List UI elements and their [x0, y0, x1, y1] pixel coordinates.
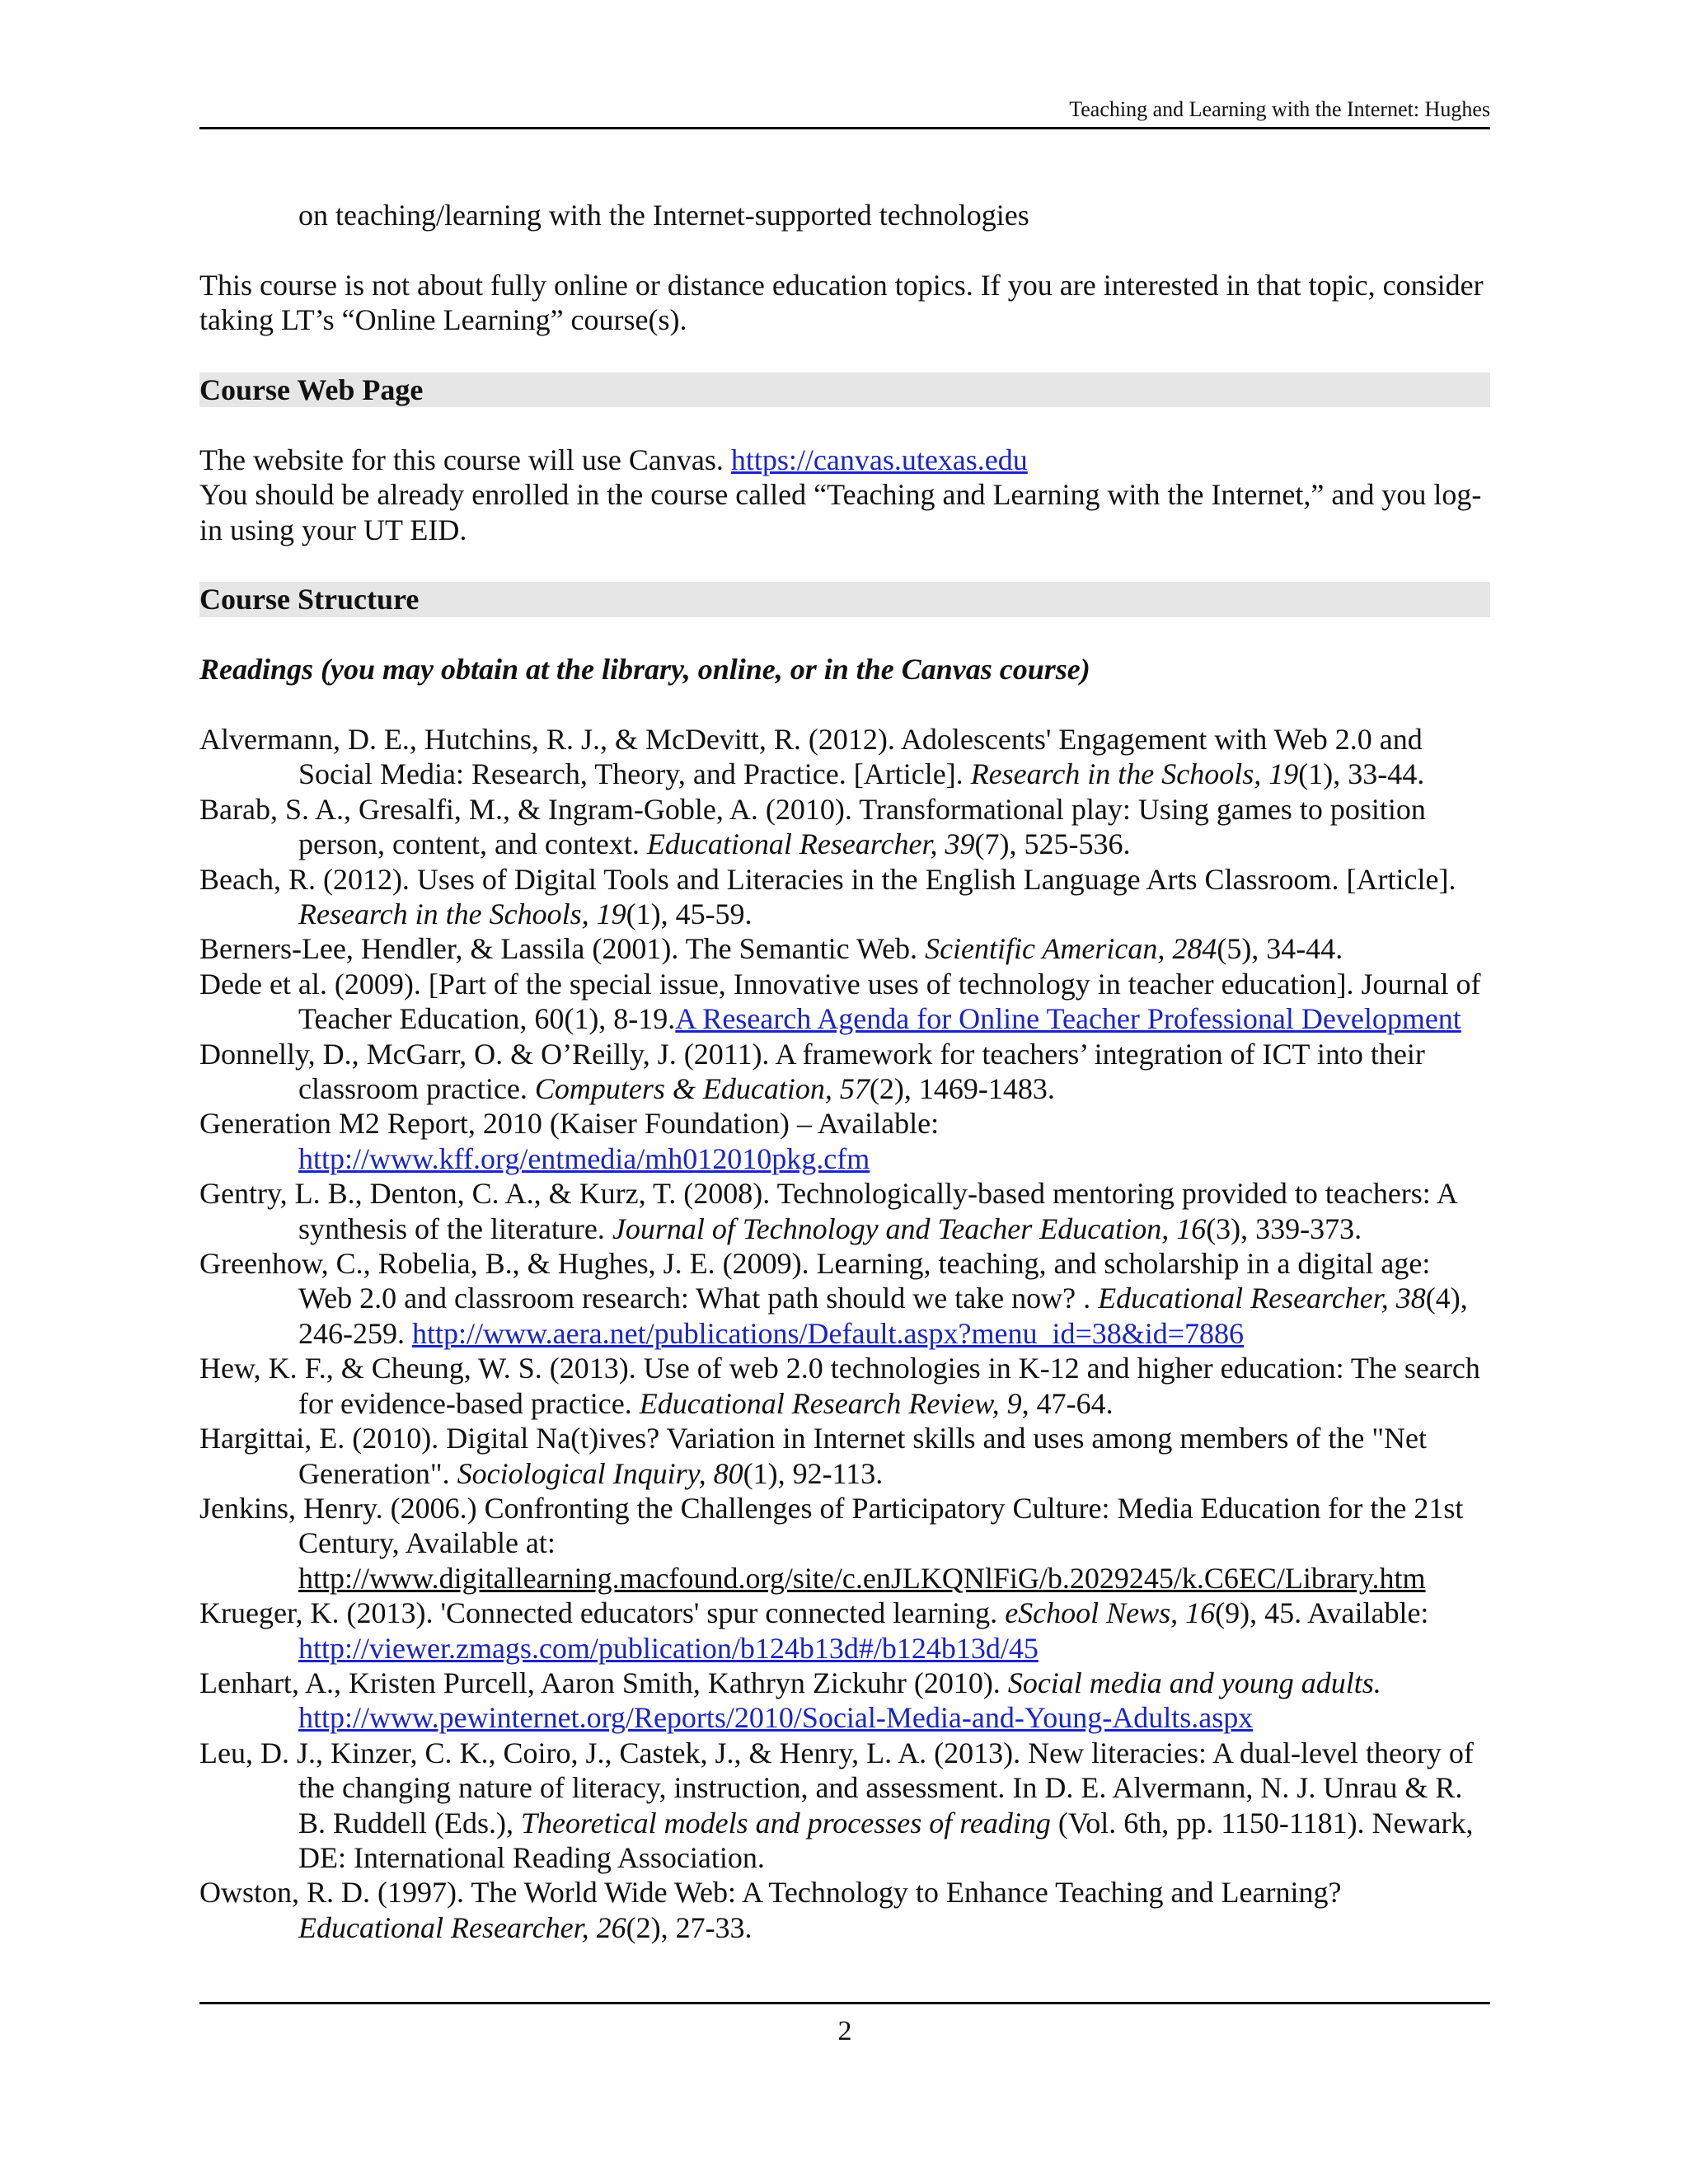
- reference-entry: [199, 1736, 1490, 1876]
- reference-link[interactable]: http://viewer.zmags.com/publication/b124b13d#/b124b13d/45: [298, 1631, 1039, 1665]
- section-heading-structure: Course Structure: [199, 582, 1490, 616]
- reference-text: Owston, R. D. (1997). The World Wide Web: A Technology to Enhance Teaching and Learning?: [199, 1876, 1342, 1910]
- reference-source: Educational Researcher, 39: [646, 827, 975, 861]
- reference-entry: [199, 1596, 1490, 1666]
- reference-text: Donnelly, D., McGarr, O. & O’Reilly, J. (2011). A framework for teachers’ integration of ICT into their classroom practice.: [199, 1037, 1425, 1106]
- reference-entry: [199, 722, 1490, 792]
- page-body: [199, 198, 1490, 1945]
- reference-entry: [199, 1421, 1490, 1491]
- reference-source: Scientific American, 284: [925, 932, 1217, 966]
- reference-details: (2), 1469-1483.: [869, 1072, 1055, 1106]
- reference-details: (2), 27-33.: [626, 1910, 753, 1944]
- reference-source: Research in the Schools, 19: [298, 898, 626, 930]
- reference-list: [199, 722, 1490, 1945]
- reference-entry: [199, 792, 1490, 862]
- reference-details: (Vol. 6th, pp. 1150-1181). Newark, DE: International Reading Association.: [298, 1806, 1474, 1874]
- reference-details: (5), 34-44.: [1217, 932, 1343, 966]
- reference-text: Hargittai, E. (2010). Digital Na(t)ives? Variation in Internet skills and uses among members of the "Net Generation".: [199, 1422, 1428, 1490]
- reference-details: (7), 525-536.: [974, 827, 1131, 861]
- reference-link[interactable]: http://www.aera.net/publications/Default.aspx?menu_id=38&id=7886: [412, 1316, 1245, 1350]
- reference-source: Sociological Inquiry, 80: [457, 1456, 743, 1490]
- reference-entry: [199, 1666, 1490, 1736]
- reference-source: Theoretical models and processes of reading: [520, 1806, 1051, 1840]
- reference-text: Greenhow, C., Robelia, B., & Hughes, J. E. (2009). Learning, teaching, and scholarship in a digital age: Web 2.0 and classroom research: What path should we take now? .: [199, 1247, 1431, 1315]
- page-number: 2: [837, 2016, 852, 2046]
- reference-entry: [199, 931, 1490, 966]
- reference-source: Computers & Education, 57: [534, 1072, 870, 1106]
- reference-source: Research in the Schools, 19: [970, 757, 1299, 791]
- reference-text: Berners-Lee, Hendler, & Lassila (2001). The Semantic Web.: [199, 932, 926, 966]
- reference-text: Lenhart, A., Kristen Purcell, Aaron Smith, Kathryn Zickuhr (2010).: [199, 1666, 1008, 1699]
- reference-entry: [199, 1176, 1490, 1246]
- section-heading-web-page: Course Web Page: [199, 373, 1490, 407]
- reference-source: eSchool News, 16: [1005, 1596, 1216, 1630]
- reference-source: Social media and young adults.: [1007, 1666, 1381, 1699]
- readings-heading: Readings (you may obtain at the library, online, or in the Canvas course): [199, 653, 1090, 687]
- reference-text: Beach, R. (2012). Uses of Digital Tools and Literacies in the English Language Arts Classroom. [Article].: [199, 862, 1456, 896]
- enrollment-note: You should be already enrolled in the course called “Teaching and Learning with the Internet,” and you log-in using your UT EID.: [199, 478, 1482, 546]
- reference-entry: [199, 1037, 1490, 1107]
- reference-url: http://www.digitallearning.macfound.org/site/c.enJLKQNlFiG/b.2029245/k.C6EC/Library.htm: [298, 1561, 1426, 1595]
- reference-entry: [199, 862, 1490, 932]
- reference-details: [Part of the special issue, Innovative uses of technology in teacher education]. Journal of Teacher Education, 60(1), 8-19.: [298, 967, 1481, 1036]
- reference-details: (4), 246-259.: [298, 1282, 1468, 1350]
- reference-link[interactable]: http://www.kff.org/entmedia/mh012010pkg.cfm: [298, 1141, 870, 1175]
- footer-rule: [199, 2002, 1490, 2004]
- reference-text: Krueger, K. (2013). 'Connected educators' spur connected learning.: [199, 1596, 1006, 1630]
- reference-source: Educational Researcher, 38: [1098, 1282, 1426, 1315]
- website-line-text: The website for this course will use Canvas.: [199, 443, 731, 476]
- reference-text: Jenkins, Henry. (2006.) Confronting the Challenges of Participatory Culture: Media Education for the 21st Century, Available at:: [199, 1491, 1464, 1560]
- reference-text: Alvermann, D. E., Hutchins, R. J., & McDevitt, R. (2012). Adolescents' Engagement with Web 2.0 and Social Media: Research, Theory, and Practice. [Article].: [199, 722, 1423, 791]
- reference-entry: [199, 1246, 1490, 1351]
- reference-text: Leu, D. J., Kinzer, C. K., Coiro, J., Castek, J., & Henry, L. A. (2013). New literacies: A dual-level theory of the changing nature of literacy, instruction, and assessment. In D. E. Alvermann, N. J. Unrau & R. B. Ruddell (Eds.),: [199, 1736, 1474, 1840]
- reference-text: Barab, S. A., Gresalfi, M., & Ingram-Goble, A. (2010). Transformational play: Using games to position person, content, and context.: [199, 792, 1426, 861]
- reference-details: , 47-64.: [1021, 1386, 1114, 1420]
- reference-details: (3), 339-373.: [1206, 1212, 1362, 1245]
- reference-details: (9), 45. Available:: [1215, 1596, 1429, 1630]
- reference-details: (1), 45-59.: [626, 898, 753, 930]
- reference-entry: [199, 1875, 1490, 1945]
- running-header: Teaching and Learning with the Internet: Hughes: [1069, 97, 1490, 121]
- reference-entry: [199, 1351, 1490, 1421]
- website-line: [199, 443, 1490, 477]
- reference-details: (1), 33-44.: [1298, 757, 1425, 791]
- canvas-link[interactable]: https://canvas.utexas.edu: [730, 443, 1028, 476]
- course-disclaimer: This course is not about fully online or distance education topics. If you are interested in that topic, consider taking LT’s “Online Learning” course(s).: [199, 268, 1484, 337]
- reference-entry: [199, 1491, 1490, 1596]
- reference-source: Educational Researcher, 26: [298, 1910, 626, 1944]
- reference-link[interactable]: A Research Agenda for Online Teacher Professional Development: [675, 1002, 1461, 1036]
- reference-link[interactable]: http://www.pewinternet.org/Reports/2010/Social-Media-and-Young-Adults.aspx: [298, 1701, 1254, 1735]
- reference-text: Dede et al. (2009).: [199, 967, 429, 1001]
- reference-entry: [199, 1106, 1490, 1176]
- reference-text: Generation M2 Report, 2010 (Kaiser Foundation) – Available:: [199, 1107, 940, 1141]
- header-rule: [199, 127, 1490, 129]
- reference-text: Gentry, L. B., Denton, C. A., & Kurz, T. (2008). Technologically-based mentoring provided to teachers: A synthesis of the literature.: [199, 1177, 1456, 1245]
- reference-entry: [199, 967, 1490, 1037]
- continued-line: on teaching/learning with the Internet-supported technologies: [298, 199, 1029, 232]
- reference-source: Journal of Technology and Teacher Education, 16: [612, 1212, 1207, 1245]
- reference-source: Educational Research Review, 9: [639, 1386, 1022, 1420]
- reference-details: (1), 92-113.: [743, 1456, 884, 1490]
- reference-text: Hew, K. F., & Cheung, W. S. (2013). Use of web 2.0 technologies in K-12 and higher education: The search for evidence-based practice.: [199, 1352, 1480, 1420]
